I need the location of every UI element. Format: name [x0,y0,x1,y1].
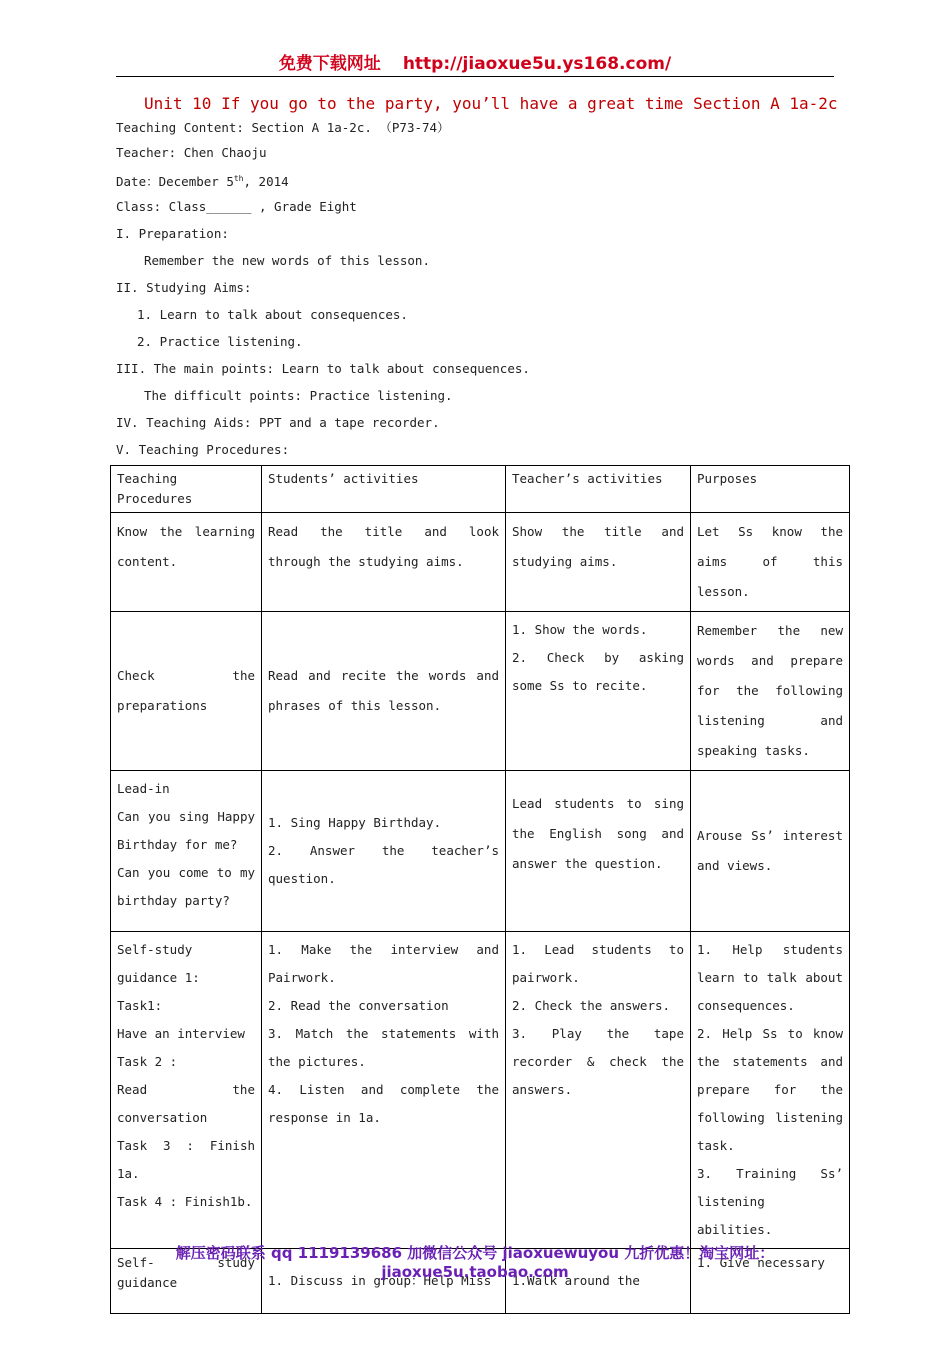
cell-text: Check the preparations [117,668,255,713]
cell-text: Lead-in [117,781,170,796]
teacher-line: Teacher: Chen Chaoju [116,145,267,160]
header-label: 免费下载网址 [278,54,381,74]
purpose-cell [691,771,850,932]
purpose-cell [691,932,850,1249]
footer-shop-link[interactable]: jiaoxue5u.taobao.com [381,1263,569,1281]
table-row [111,932,850,1249]
cell-text: Lead students to sing the English song and answer the question. [512,796,684,871]
cell-text: 1. Make the interview and Pairwork. [268,942,499,985]
cell-text: 2. Check by asking some Ss to recite. [512,650,684,693]
table-row [111,612,850,771]
purpose-cell [691,513,850,612]
date-line [116,172,289,190]
purpose-cell [691,612,850,771]
cell-text: 1. Show the words. [512,622,648,637]
preparation-heading: I. Preparation: [116,226,229,241]
cell-text: 1.Walk around the [512,1273,640,1288]
cell-text: Task 2 : [117,1054,178,1069]
students-cell [262,612,506,771]
cell-text: Self- study guidance [117,1255,255,1290]
cell-text: 2. Read the conversation [268,998,449,1013]
aim-item-1: 1. Learn to talk about consequences. [137,307,408,322]
header-cell: Purposes [691,466,850,513]
cell-text: Read and recite the words and phrases of this lesson. [268,668,499,713]
cell-text: Let Ss know the aims of this lesson. [697,524,843,599]
cell-text: 1. Sing Happy Birthday. [268,815,442,830]
table-row [111,771,850,932]
date-prefix: Date：December 5 [116,174,234,189]
header-cell: Teaching Procedures [111,466,262,513]
class-line: Class: Class______ , Grade Eight [116,199,357,214]
cell-text: 2. Answer the teacher’s question. [268,843,499,886]
teacher-cell [506,513,691,612]
page-header [116,52,834,77]
cell-text: 4. Listen and complete the response in 1a. [268,1082,499,1125]
cell-text: 1. Discuss in group：Help Miss [268,1273,492,1288]
header-cell: Students’ activities [262,466,506,513]
teaching-aids: IV. Teaching Aids: PPT and a tape recorder. [116,415,440,430]
cell-text: Have an interview [117,1026,245,1041]
cell-text: 1. Lead students to pairwork. [512,942,684,985]
teacher-cell [506,932,691,1249]
cell-text: Can you sing Happy Birthday for me? [117,809,255,852]
header-cell: Teacher’s activities [506,466,691,513]
procedures-heading: V. Teaching Procedures: [116,442,290,457]
cell-text: 3. Play the tape recorder & check the answers. [512,1026,684,1097]
aim-item-2: 2. Practice listening. [137,334,303,349]
cell-text: Read the conversation [117,1082,255,1125]
date-suffix: , 2014 [243,174,289,189]
procedure-cell [111,513,262,612]
table-header-row [111,466,850,513]
cell-text: Task 4 : Finish1b. [117,1194,253,1209]
document-title: Unit 10 If you go to the party, you’ll have a great time Section A 1a-2c [144,94,838,113]
procedures-table [110,465,850,1314]
cell-text: Can you come to my birthday party? [117,865,255,908]
cell-text: 2. Help Ss to know the statements and prepare for the following listening task. [697,1026,843,1153]
cell-text: Show the title and studying aims. [512,524,684,569]
cell-text: 3. Match the statements with the pictures. [268,1026,499,1069]
main-points: III. The main points: Learn to talk about consequences. [116,361,530,376]
cell-text: Know the learning content. [117,524,255,569]
students-cell [262,771,506,932]
procedure-cell [111,932,262,1249]
cell-text: 3. Training Ss’ listening abilities. [697,1166,843,1237]
teaching-content: Teaching Content: Section A 1a-2c. （P73-74） [116,120,450,135]
page-footer [0,1244,950,1282]
teacher-cell [506,612,691,771]
date-sup: th [233,173,244,183]
header-url-link[interactable]: http://jiaoxue5u.ys168.com/ [402,54,672,74]
cell-text: Task1: [117,998,163,1013]
cell-text: 1. Help students learn to talk about consequences. [697,942,843,1013]
teacher-cell [506,771,691,932]
difficult-points: The difficult points: Practice listening. [144,388,453,403]
procedure-cell [111,612,262,771]
aims-heading: II. Studying Aims: [116,280,252,295]
procedure-cell [111,771,262,932]
students-cell [262,932,506,1249]
table-row [111,513,850,612]
cell-text: Self-study guidance 1: [117,942,200,985]
cell-text: Read the title and look through the studying aims. [268,524,499,569]
cell-text: Arouse Ss’ interest and views. [697,828,843,873]
preparation-text: Remember the new words of this lesson. [144,253,430,268]
footer-contact: 解压密码联系 qq 1119139686 加微信公众号 jiaoxuewuyou 九折优惠！淘宝网址： [175,1244,775,1262]
cell-text: 2. Check the answers. [512,998,671,1013]
cell-text: Remember the new words and prepare for the following listening and speaking tasks. [697,623,843,758]
cell-text: Task 3 : Finish 1a. [117,1138,255,1181]
students-cell [262,513,506,612]
cell-text: 1. Give necessary [697,1255,825,1270]
